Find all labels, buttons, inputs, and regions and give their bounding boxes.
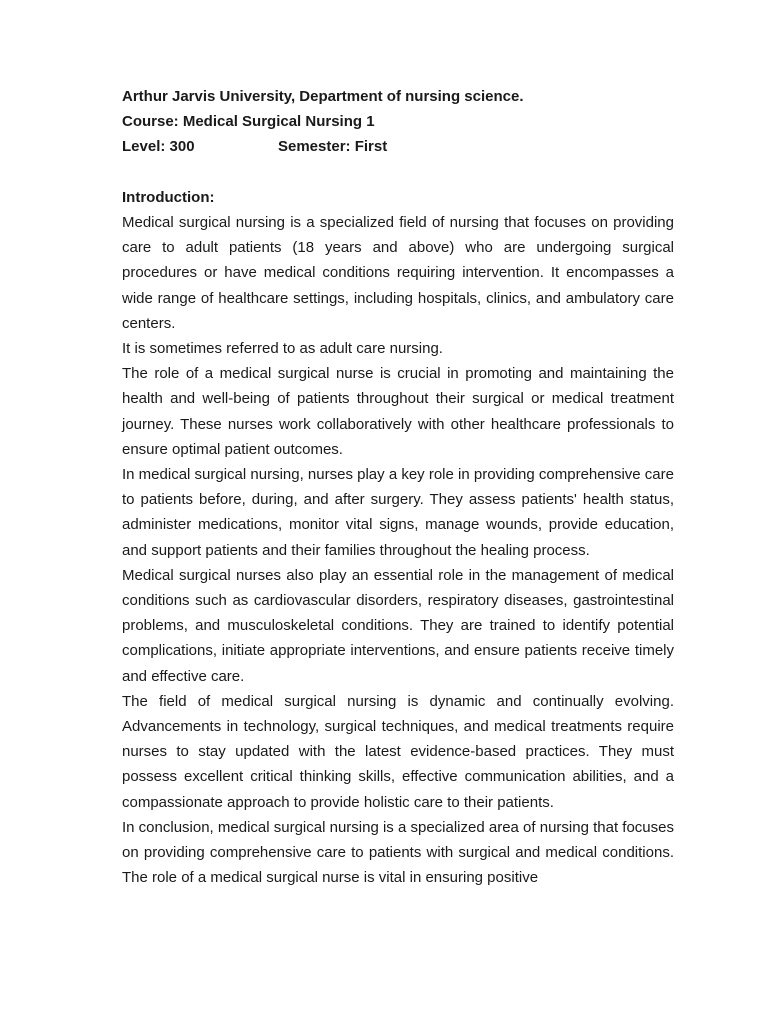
paragraph-2: It is sometimes referred to as adult care nursing. (122, 340, 443, 358)
paragraph-5: Medical surgical nurses also play an essential role in the management of medical conditions such as cardiovascular disorders, respiratory diseases, gastrointestinal problems, and musculoskeletal conditions. They are trained to identify potential complications, initiate appropriate interventions, and ensure patients receive timely and effective care. (122, 566, 674, 685)
level-semester-row (122, 134, 674, 159)
document-body (122, 84, 674, 890)
paragraph-3: The role of a medical surgical nurse is crucial in promoting and maintaining the health and well-being of patients throughout their surgical or medical treatment journey. These nurses work collaboratively with other healthcare professionals to ensure optimal patient outcomes. (122, 365, 674, 458)
level-label: Level: 300 (122, 138, 195, 156)
institution-heading: Arthur Jarvis University, Department of nursing science. (122, 88, 524, 105)
paragraph-4: In medical surgical nursing, nurses play a key role in providing comprehensive care to patients before, during, and after surgery. They assess patients' health status, administer medications, monitor vital signs, manage wounds, provide education, and support patients and their families throughout the healing process. (122, 466, 674, 559)
paragraph-6: The field of medical surgical nursing is dynamic and continually evolving. Advancements in technology, surgical techniques, and medical treatments require nurses to stay updated with the latest evidence-based practices. They must possess excellent critical thinking skills, effective communication abilities, and a compassionate approach to provide holistic care to their patients. (122, 692, 674, 811)
paragraph-7: In conclusion, medical surgical nursing is a specialized area of nursing that focuses on providing comprehensive care to patients with surgical and medical conditions. The role of a medical surgical nurse is vital in ensuring positive (122, 818, 674, 887)
spacer (122, 160, 674, 185)
introduction-title: Introduction: (122, 188, 215, 206)
semester-label: Semester: First (278, 138, 388, 156)
course-heading: Course: Medical Surgical Nursing 1 (122, 113, 375, 131)
paragraph-1: Medical surgical nursing is a specialized field of nursing that focuses on providing care to adult patients (18 years and above) who are undergoing surgical procedures or have medical conditions requiring intervention. It encompasses a wide range of healthcare settings, including hospitals, clinics, and ambulatory care centers. (122, 214, 674, 332)
